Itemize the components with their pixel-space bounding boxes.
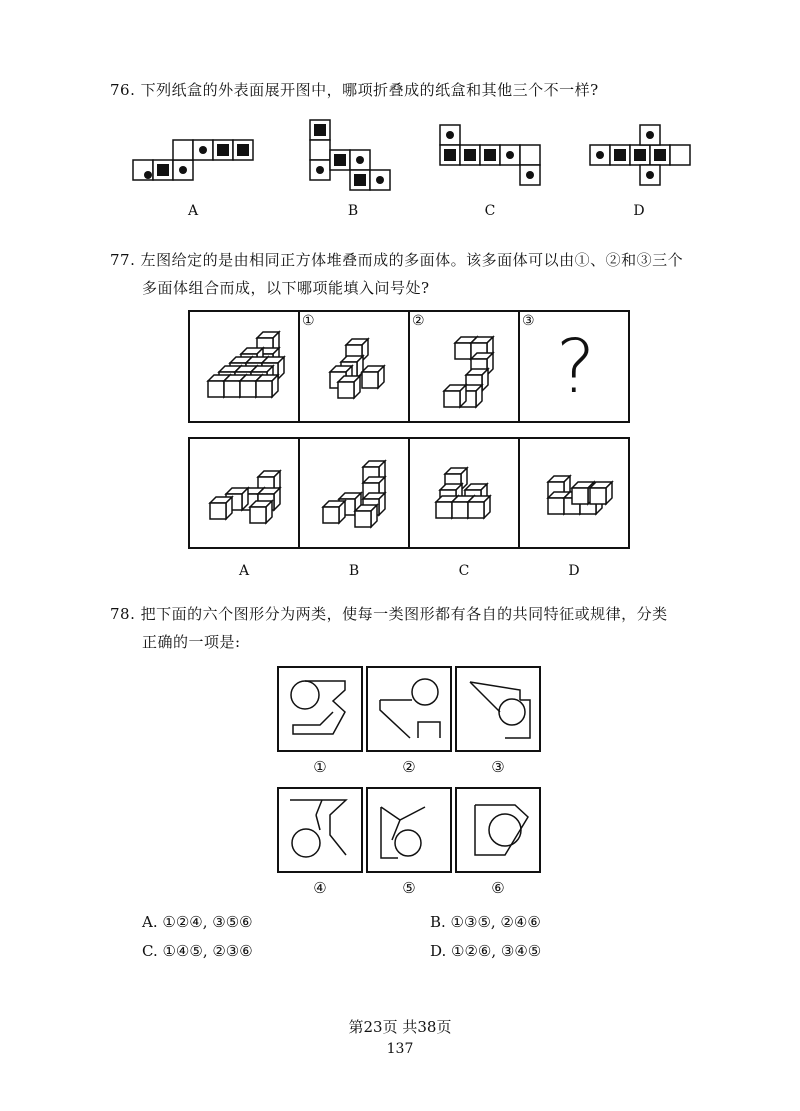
page-number: 137 (386, 1041, 414, 1057)
q78-option-b[interactable]: B. ①③⑤, ②④⑥ (430, 913, 541, 931)
q77-text-line2: 多面体组合而成，以下哪项能填入问号处? (142, 279, 430, 297)
q77-label-c: C (458, 563, 470, 579)
q78-figure-1 (278, 667, 362, 751)
q76-text: 76. 下列纸盒的外表面展开图中，哪项折叠成的纸盒和其他三个不一样? (110, 81, 599, 99)
q78-label-3: ③ (491, 758, 505, 776)
q78-label-4: ④ (313, 879, 327, 897)
q78-label-2: ② (402, 758, 416, 776)
q77-panel-mark-3: ③ (522, 313, 535, 329)
q78-label-5: ⑤ (402, 879, 416, 897)
q77-panel-mark-1: ① (302, 313, 315, 329)
q78-figure-6 (456, 788, 540, 872)
q77-label-a: A (238, 563, 250, 579)
q77-label-d: D (568, 563, 580, 579)
page-info: 第23页 共38页 (348, 1018, 452, 1036)
q77-label-b: B (348, 563, 360, 579)
q78-label-1: ① (313, 758, 327, 776)
q78-text-line2: 正确的一项是: (142, 633, 241, 651)
q76-label-c: C (484, 203, 496, 219)
q76-label-d: D (633, 203, 645, 219)
q77-text-line1: 77. 左图给定的是由相同正方体堆叠而成的多面体。该多面体可以由①、②和③三个 (110, 251, 684, 269)
q76-label-b: B (347, 203, 359, 219)
q78-option-c[interactable]: C. ①④⑤, ②③⑥ (142, 942, 253, 960)
q78-label-6: ⑥ (491, 879, 505, 897)
q78-text-line1: 78. 把下面的六个图形分为两类，使每一类图形都有各自的共同特征或规律，分类 (110, 605, 668, 623)
q78-option-a[interactable]: A. ①②④, ③⑤⑥ (142, 913, 253, 931)
q77-panel-mark-2: ② (412, 313, 425, 329)
q77-question-mark: ? (556, 324, 596, 410)
q78-option-d[interactable]: D. ①②⑥, ③④⑤ (430, 942, 542, 960)
q76-label-a: A (187, 203, 199, 219)
